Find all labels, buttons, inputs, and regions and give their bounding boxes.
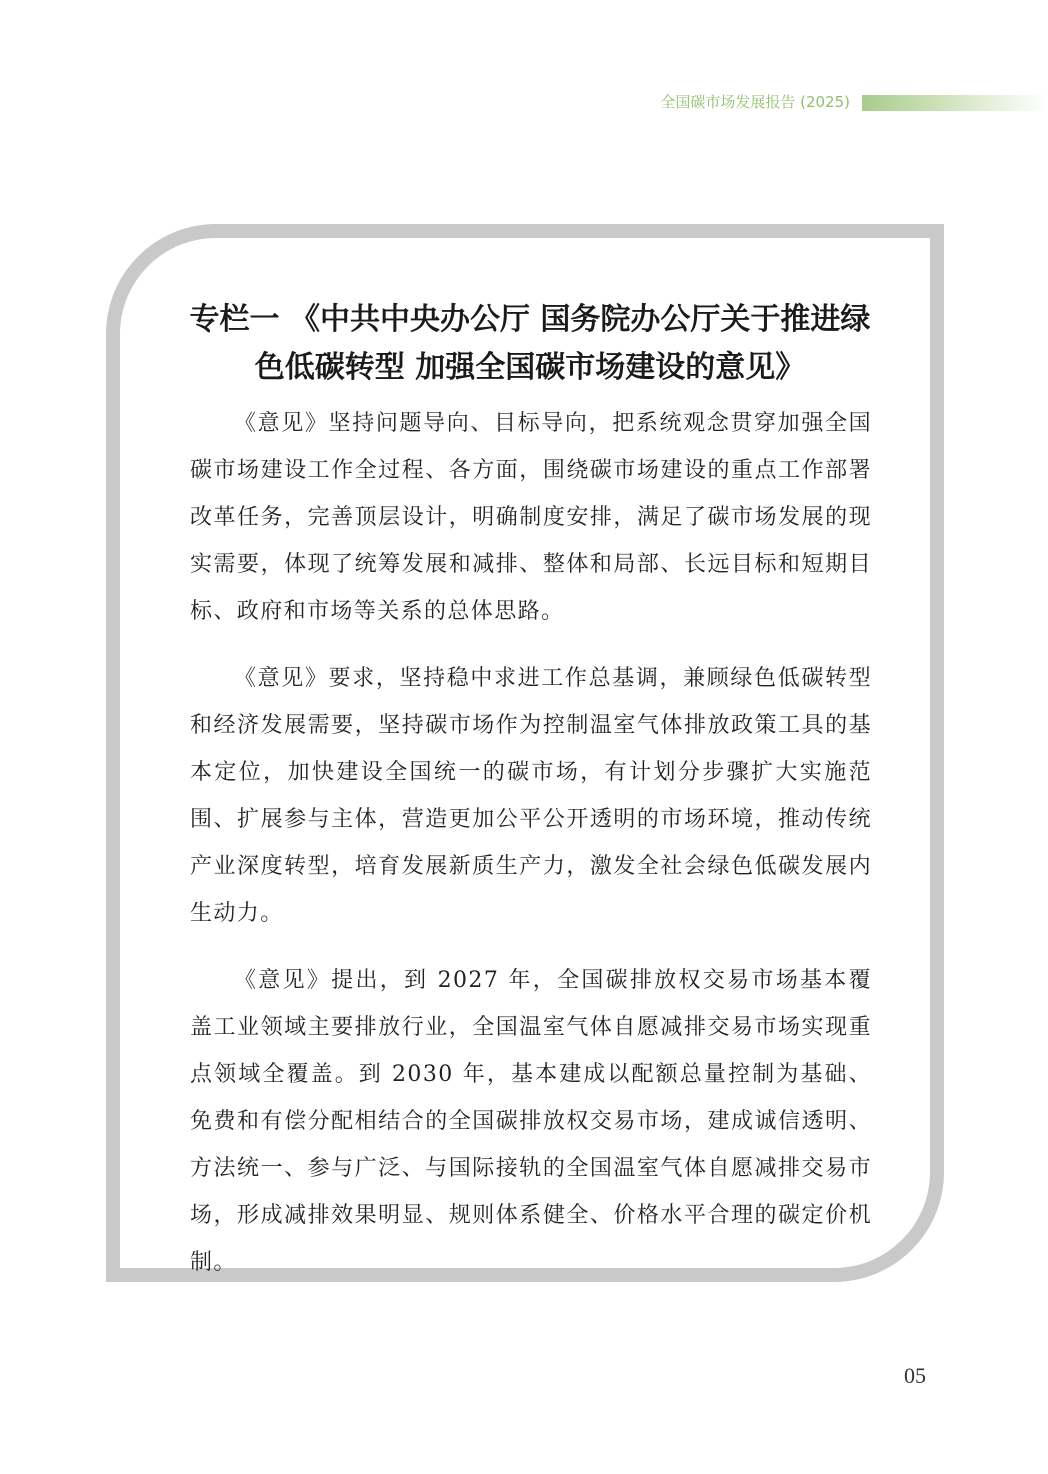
box-body	[190, 400, 872, 1306]
box-paragraph-2: 《意见》要求，坚持稳中求进工作总基调，兼顾绿色低碳转型和经济发展需要，坚持碳市场作为控制温室气体排放政策工具的基本定位，加快建设全国统一的碳市场，有计划分步骤扩大实施范围、扩展参与主体，营造更加公平公开透明的市场环境，推动传统产业深度转型，培育发展新质生产力，激发全社会绿色低碳发展内生动力。	[190, 666, 872, 926]
box-paragraph-3: 《意见》提出，到 2027 年，全国碳排放权交易市场基本覆盖工业领域主要排放行业，全国温室气体自愿减排交易市场实现重点领域全覆盖。到 2030 年，基本建成以配额总量控制为基础、免费和有偿分配相结合的全国碳排放权交易市场，建成诚信透明、方法统一、参与广泛、与国际接轨的全国温室气体自愿减排交易市场，形成减排效果明显、规则体系健全、价格水平合理的碳定价机制。	[190, 968, 872, 1275]
box-paragraph-1: 《意见》坚持问题导向、目标导向，把系统观念贯穿加强全国碳市场建设工作全过程、各方面，围绕碳市场建设的重点工作部署改革任务，完善顶层设计，明确制度安排，满足了碳市场发展的现实需要，体现了统筹发展和减排、整体和局部、长远目标和短期目标、政府和市场等关系的总体思路。	[190, 411, 872, 624]
box-title-line-1: 专栏一 《中共中央办公厅 国务院办公厅关于推进绿	[189, 302, 871, 337]
running-header-title: 全国碳市场发展报告 (2025)	[660, 93, 850, 111]
box-title	[160, 296, 900, 392]
page-number: 05	[904, 1363, 926, 1388]
running-header	[0, 92, 1048, 114]
header-accent-bar	[862, 95, 1048, 111]
box-title-line-2: 色低碳转型 加强全国碳市场建设的意见》	[254, 350, 806, 385]
